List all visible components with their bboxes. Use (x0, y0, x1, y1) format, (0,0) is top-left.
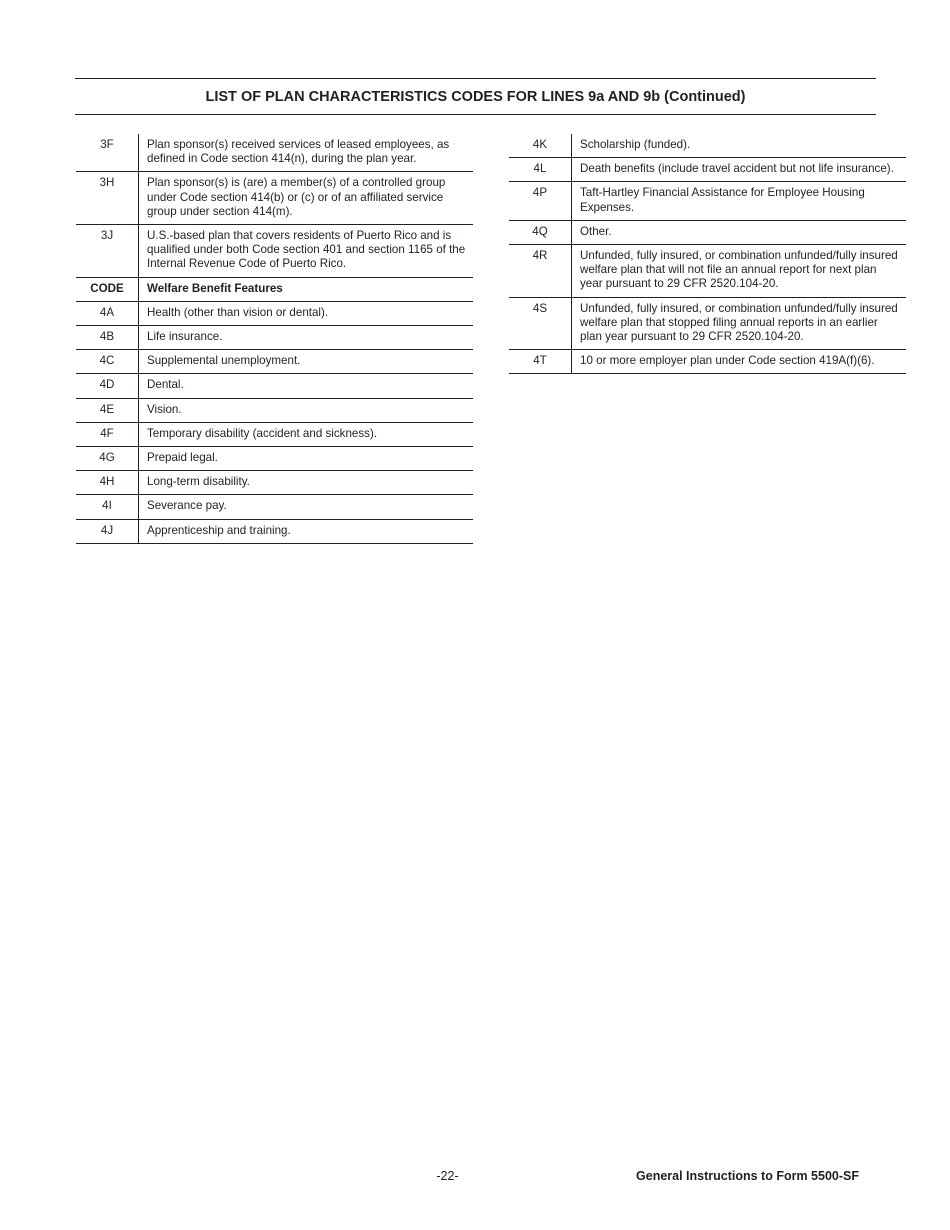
code-cell: 4B (76, 326, 139, 350)
description-cell: Temporary disability (accident and sickness). (139, 422, 474, 446)
code-cell: 4S (509, 297, 572, 350)
description-cell: Death benefits (include travel accident but not life insurance). (572, 158, 907, 182)
description-cell: Other. (572, 220, 907, 244)
table-row (509, 245, 906, 298)
table-row (509, 158, 906, 182)
table-row (76, 172, 473, 225)
codes-table-left (76, 134, 473, 544)
code-cell: 4J (76, 519, 139, 543)
table-row (76, 495, 473, 519)
form-name-footer: General Instructions to Form 5500-SF (636, 1169, 859, 1183)
description-cell: Dental. (139, 374, 474, 398)
description-cell: Life insurance. (139, 326, 474, 350)
table-row (76, 225, 473, 278)
description-cell: Scholarship (funded). (572, 134, 907, 158)
code-cell: 3F (76, 134, 139, 172)
description-cell: Supplemental unemployment. (139, 350, 474, 374)
description-cell: Apprenticeship and training. (139, 519, 474, 543)
table-row (76, 519, 473, 543)
code-column-header: CODE (76, 277, 139, 301)
description-cell: U.S.-based plan that covers residents of Puerto Rico and is qualified under both Code section 401 and section 1165 of the Internal Revenue Code of Puerto Rico. (139, 225, 474, 278)
table-row (76, 422, 473, 446)
table-row (76, 471, 473, 495)
code-cell: 4D (76, 374, 139, 398)
code-cell: 4G (76, 447, 139, 471)
code-cell: 4F (76, 422, 139, 446)
table-row (76, 326, 473, 350)
table-row (76, 301, 473, 325)
description-cell: Plan sponsor(s) is (are) a member(s) of a controlled group under Code section 414(b) or (c) or of an affiliated service group under section 414(m). (139, 172, 474, 225)
table-row (509, 182, 906, 220)
description-cell: Long-term disability. (139, 471, 474, 495)
description-cell: Vision. (139, 398, 474, 422)
code-cell: 4K (509, 134, 572, 158)
description-cell: Severance pay. (139, 495, 474, 519)
page-title (75, 78, 876, 115)
description-cell: Health (other than vision or dental). (139, 301, 474, 325)
table-row (509, 220, 906, 244)
code-cell: 4P (509, 182, 572, 220)
description-cell: Unfunded, fully insured, or combination unfunded/fully insured welfare plan that will not file an annual report for next plan year pursuant to 29 CFR 2520.104-20. (572, 245, 907, 298)
codes-table-right (509, 134, 906, 374)
code-cell: 4C (76, 350, 139, 374)
section-header: Welfare Benefit Features (139, 277, 474, 301)
table-row (509, 297, 906, 350)
table-row (76, 398, 473, 422)
table-row (76, 134, 473, 172)
table-row (76, 374, 473, 398)
code-cell: 4E (76, 398, 139, 422)
table-row (509, 350, 906, 374)
page-number: -22- (436, 1169, 459, 1183)
table-header-row (76, 277, 473, 301)
code-cell: 4I (76, 495, 139, 519)
table-row (76, 447, 473, 471)
code-cell: 3J (76, 225, 139, 278)
code-cell: 4Q (509, 220, 572, 244)
description-cell: 10 or more employer plan under Code section 419A(f)(6). (572, 350, 907, 374)
table-row (509, 134, 906, 158)
code-cell: 4L (509, 158, 572, 182)
page-title-text: LIST OF PLAN CHARACTERISTICS CODES FOR LINES 9a AND 9b (Continued) (205, 88, 746, 105)
code-cell: 4H (76, 471, 139, 495)
code-cell: 4R (509, 245, 572, 298)
description-cell: Plan sponsor(s) received services of leased employees, as defined in Code section 414(n), during the plan year. (139, 134, 474, 172)
code-cell: 4T (509, 350, 572, 374)
table-row (76, 350, 473, 374)
description-cell: Prepaid legal. (139, 447, 474, 471)
code-cell: 3H (76, 172, 139, 225)
description-cell: Unfunded, fully insured, or combination unfunded/fully insured welfare plan that stopped filing annual reports in an earlier plan year pursuant to 29 CFR 2520.104-20. (572, 297, 907, 350)
description-cell: Taft-Hartley Financial Assistance for Employee Housing Expenses. (572, 182, 907, 220)
code-cell: 4A (76, 301, 139, 325)
